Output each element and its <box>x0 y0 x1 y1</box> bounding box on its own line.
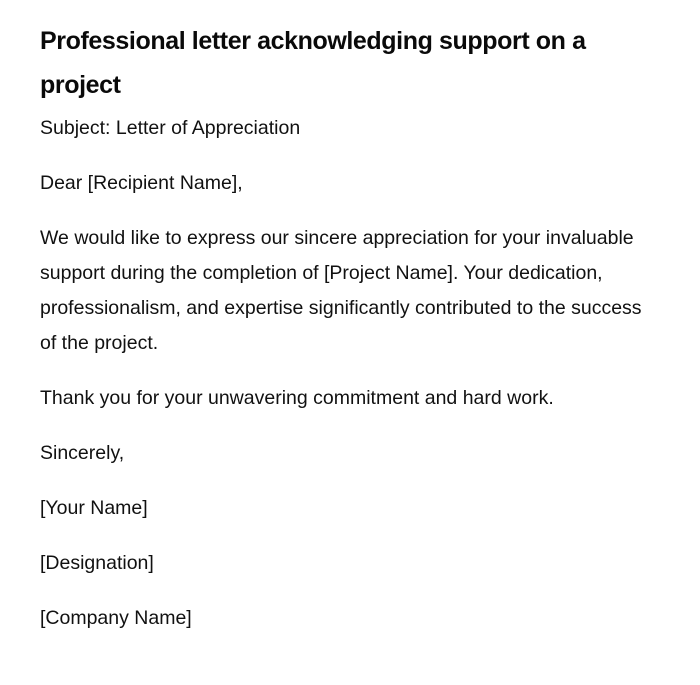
document-title: Professional letter acknowledging support on a project <box>40 27 586 99</box>
letter-closing: Sincerely, <box>40 442 125 464</box>
letter-thanks-paragraph: Thank you for your unwavering commitment and hard work. <box>40 387 554 409</box>
sender-name: [Your Name] <box>40 497 148 519</box>
letter-subject: Subject: Letter of Appreciation <box>40 117 301 139</box>
letter-document <box>40 19 660 656</box>
sender-designation: [Designation] <box>40 552 154 574</box>
letter-salutation: Dear [Recipient Name], <box>40 172 243 194</box>
letter-body-paragraph: We would like to express our sincere appreciation for your invaluable support during the completion of [Project Name]. Your dedication, professionalism, and expertise significantly contributed to the success of the project. <box>40 227 642 354</box>
sender-company: [Company Name] <box>40 607 192 629</box>
